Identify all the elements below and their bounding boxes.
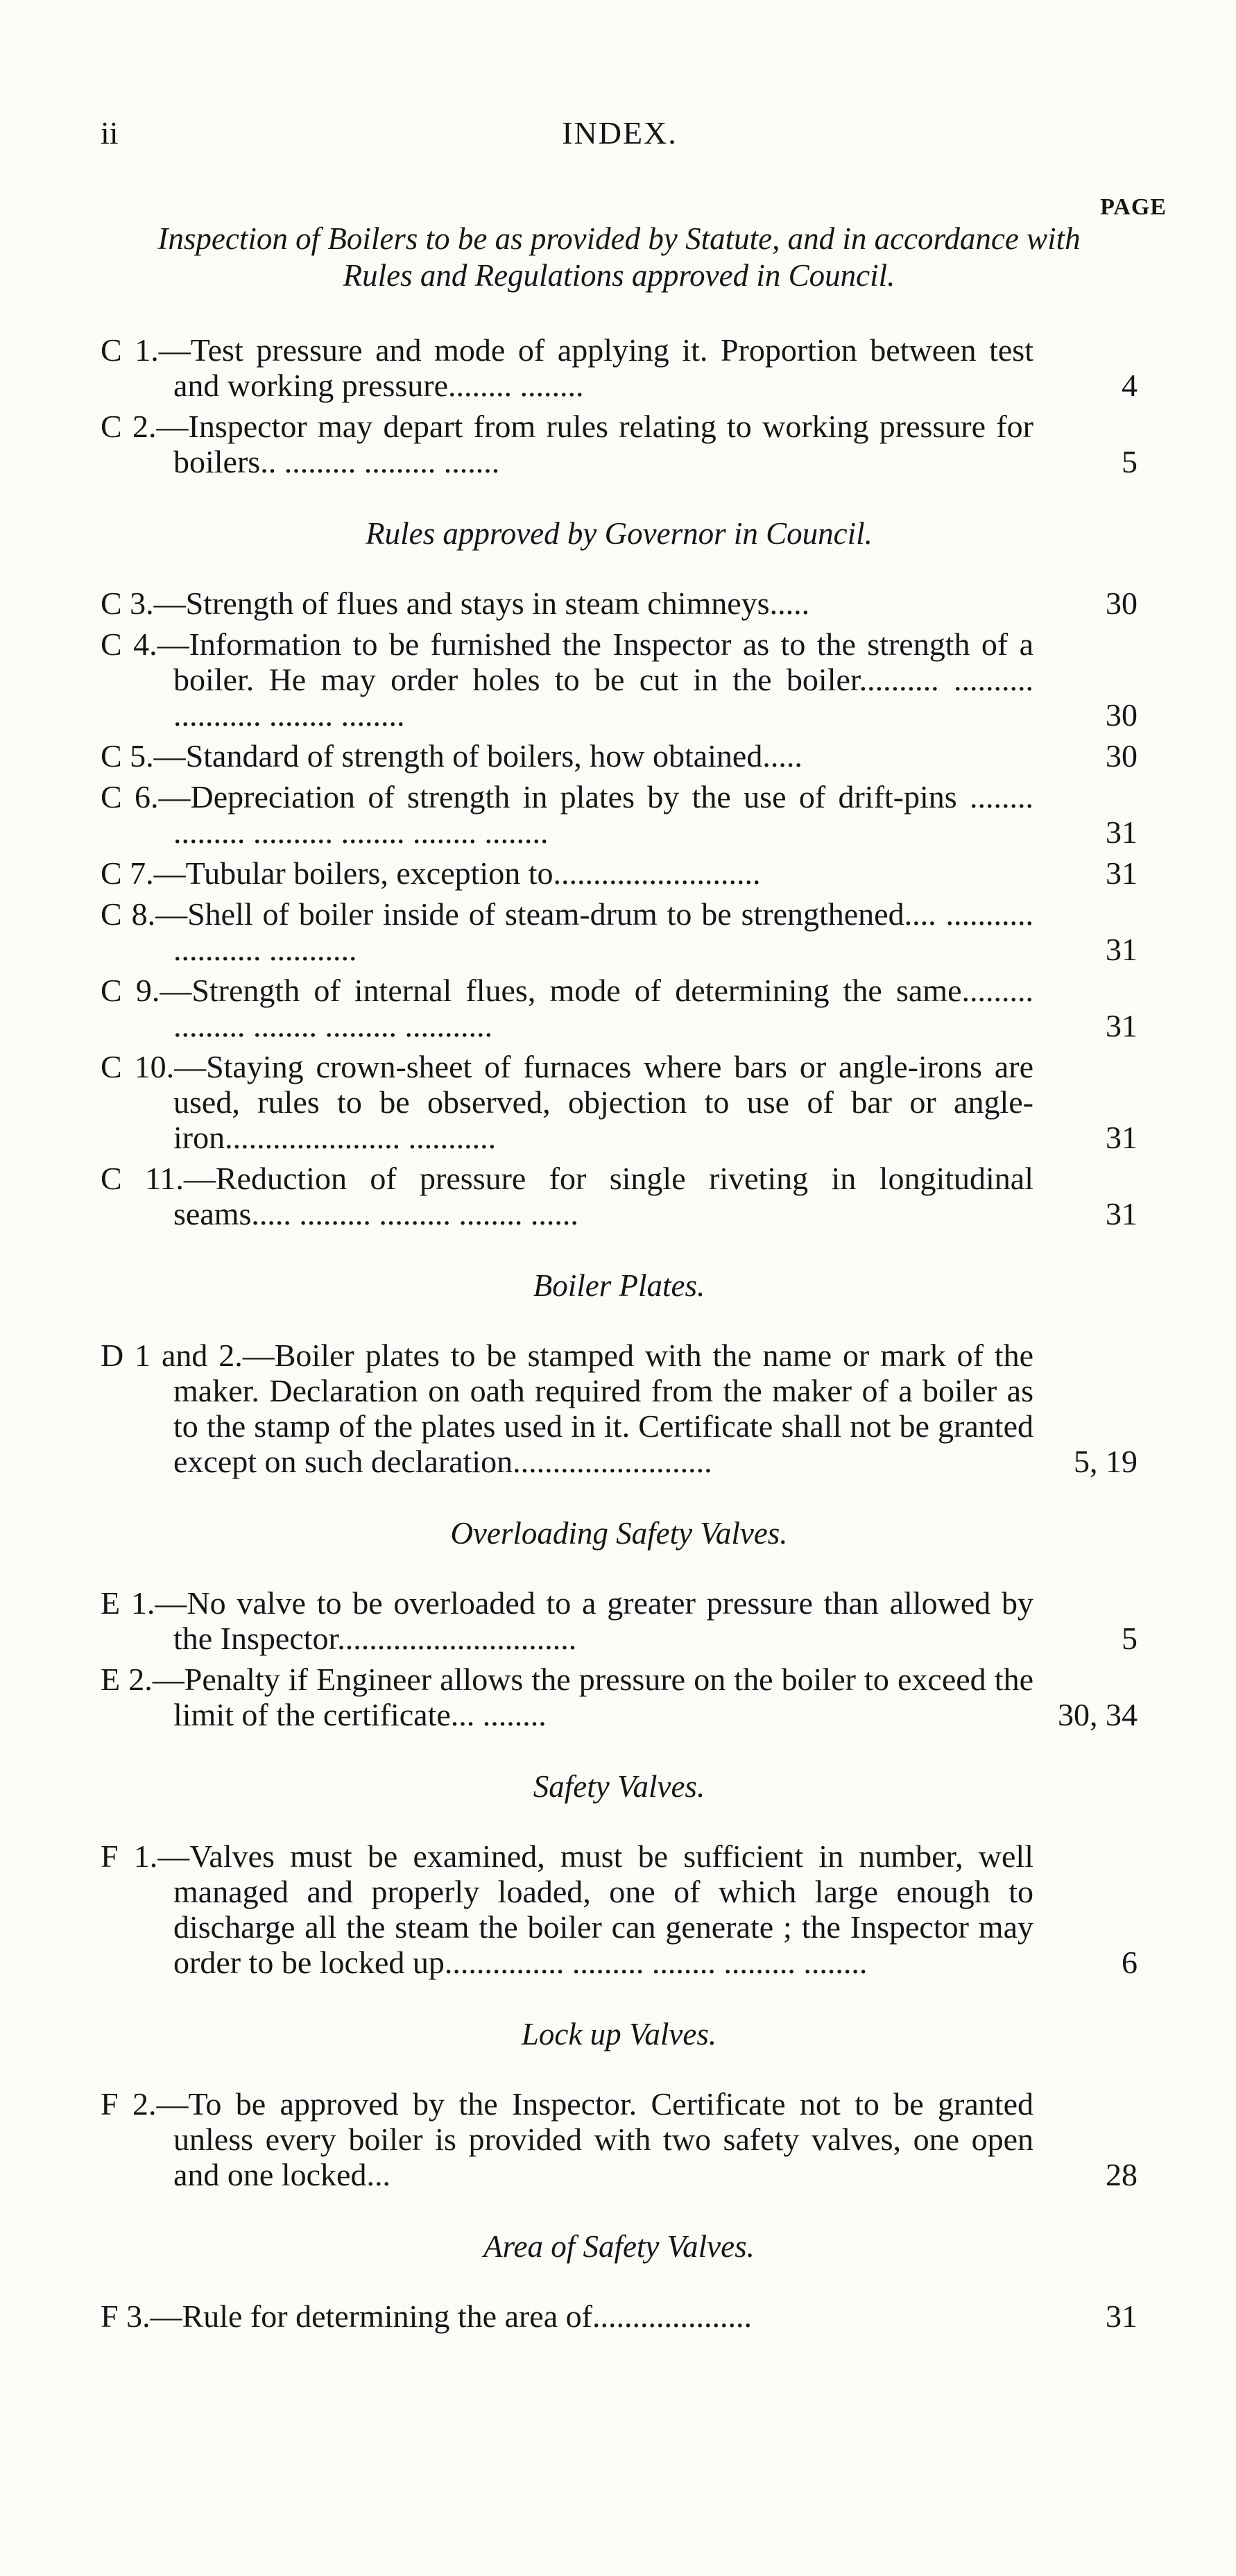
entry-page: 30	[1106, 586, 1138, 621]
index-entry	[101, 973, 1138, 1043]
entry-page: 31	[1106, 2298, 1138, 2334]
entry-text: C 9.—Strength of internal flues, mode of determining the same......... ......... ........ ......... ...........	[101, 973, 1033, 1043]
section-heading: Boiler Plates.	[533, 1268, 705, 1303]
entry-page: 28	[1106, 2157, 1138, 2192]
index-entry	[101, 1585, 1138, 1656]
index-entry	[101, 779, 1138, 850]
index-section	[101, 1768, 1138, 1980]
entry-text: C 4.—Information to be furnished the Inspector as to the strength of a boiler. He may order holes to be cut in the boiler.......... .......... ........... ........ ........	[101, 626, 1033, 733]
index-entry	[101, 738, 1138, 774]
entry-page: 4	[1122, 368, 1138, 403]
entry-text: E 1.—No valve to be overloaded to a greater pressure than allowed by the Inspector..............................	[101, 1585, 1033, 1656]
index-body	[101, 221, 1138, 2339]
running-head	[101, 114, 1139, 156]
entry-page: 6	[1122, 1945, 1138, 1980]
index-entry	[101, 626, 1138, 733]
entry-text: F 2.—To be approved by the Inspector. Certificate not to be granted unless every boiler is provided with two safety valves, one open and one locked...	[101, 2086, 1033, 2192]
entry-page: 5	[1122, 444, 1138, 479]
index-entry	[101, 586, 1138, 621]
index-section	[101, 2016, 1138, 2192]
entry-text: C 3.—Strength of flues and stays in steam chimneys.....	[101, 586, 810, 621]
folio: ii	[101, 115, 119, 151]
intro-heading: Inspection of Boilers to be as provided by Statute, and in accordance with Rules and Regulations approved in Council.	[157, 221, 1081, 293]
index-entry	[101, 1338, 1138, 1479]
entry-page: 30	[1106, 738, 1138, 774]
index-section	[101, 1515, 1138, 1732]
entry-text: C 11.—Reduction of pressure for single riveting in longitudinal seams..... ......... ......... ........ ......	[101, 1161, 1033, 1231]
entry-page: 30	[1106, 697, 1138, 733]
entry-page: 31	[1106, 1120, 1138, 1155]
entry-text: C 5.—Standard of strength of boilers, how obtained.....	[101, 738, 802, 774]
index-entry	[101, 1049, 1138, 1155]
index-section	[101, 2228, 1138, 2334]
section-heading: Overloading Safety Valves.	[450, 1516, 788, 1551]
entry-page: 31	[1106, 814, 1138, 850]
entry-text: C 1.—Test pressure and mode of applying it. Proportion between test and working pressure........ ........	[101, 332, 1033, 403]
index-entry	[101, 896, 1138, 967]
index-entry	[101, 332, 1138, 403]
index-section	[101, 332, 1138, 479]
page-column-label: PAGE	[1100, 194, 1167, 220]
entry-page: 5	[1122, 1621, 1138, 1656]
index-entry	[101, 1161, 1138, 1231]
entry-text: C 6.—Depreciation of strength in plates by the use of drift-pins ........ ......... .......... ........ ........ ........	[101, 779, 1033, 850]
page-title: INDEX.	[562, 115, 678, 151]
index-section	[101, 515, 1138, 1231]
index-section	[101, 1268, 1138, 1479]
entry-page: 31	[1106, 932, 1138, 967]
section-heading: Area of Safety Valves.	[483, 2229, 755, 2264]
entry-text: F 3.—Rule for determining the area of....................	[101, 2298, 752, 2334]
entry-page: 31	[1106, 855, 1138, 891]
entry-text: C 2.—Inspector may depart from rules relating to working pressure for boilers.. ......... ......... .......	[101, 409, 1033, 479]
entry-page: 30, 34	[1058, 1697, 1138, 1732]
entry-text: F 1.—Valves must be examined, must be sufficient in number, well managed and properly loaded, one of which large enough to discharge all the steam the boiler can generate ; the Inspector may order to be locked up............... ......... ........ ......... ........	[101, 1839, 1033, 1980]
section-heading: Lock up Valves.	[521, 2017, 717, 2052]
entry-text: D 1 and 2.—Boiler plates to be stamped with the name or mark of the maker. Declaration on oath required from the maker of a boiler as to the stamp of the plates used in it. Certificate shall not be granted except on such declaration.........................	[101, 1338, 1033, 1479]
section-heading: Safety Valves.	[533, 1769, 705, 1804]
entry-text: C 10.—Staying crown-sheet of furnaces where bars or angle-irons are used, rules to be observed, objection to use of bar or angle-iron...................... ...........	[101, 1049, 1033, 1155]
index-entry	[101, 1839, 1138, 1980]
index-entry	[101, 1662, 1138, 1732]
index-entry	[101, 2086, 1138, 2192]
entry-page: 31	[1106, 1196, 1138, 1231]
index-entry	[101, 409, 1138, 479]
entry-page: 5, 19	[1074, 1444, 1138, 1479]
index-entry	[101, 2298, 1138, 2334]
section-heading: Rules approved by Governor in Council.	[366, 516, 873, 551]
entry-page: 31	[1106, 1008, 1138, 1043]
entry-text: C 7.—Tubular boilers, exception to..........................	[101, 855, 761, 891]
entry-text: C 8.—Shell of boiler inside of steam-drum to be strengthened.... ........... ........... ...........	[101, 896, 1033, 967]
entry-text: E 2.—Penalty if Engineer allows the pressure on the boiler to exceed the limit of the certificate... ........	[101, 1662, 1033, 1732]
index-entry	[101, 855, 1138, 891]
